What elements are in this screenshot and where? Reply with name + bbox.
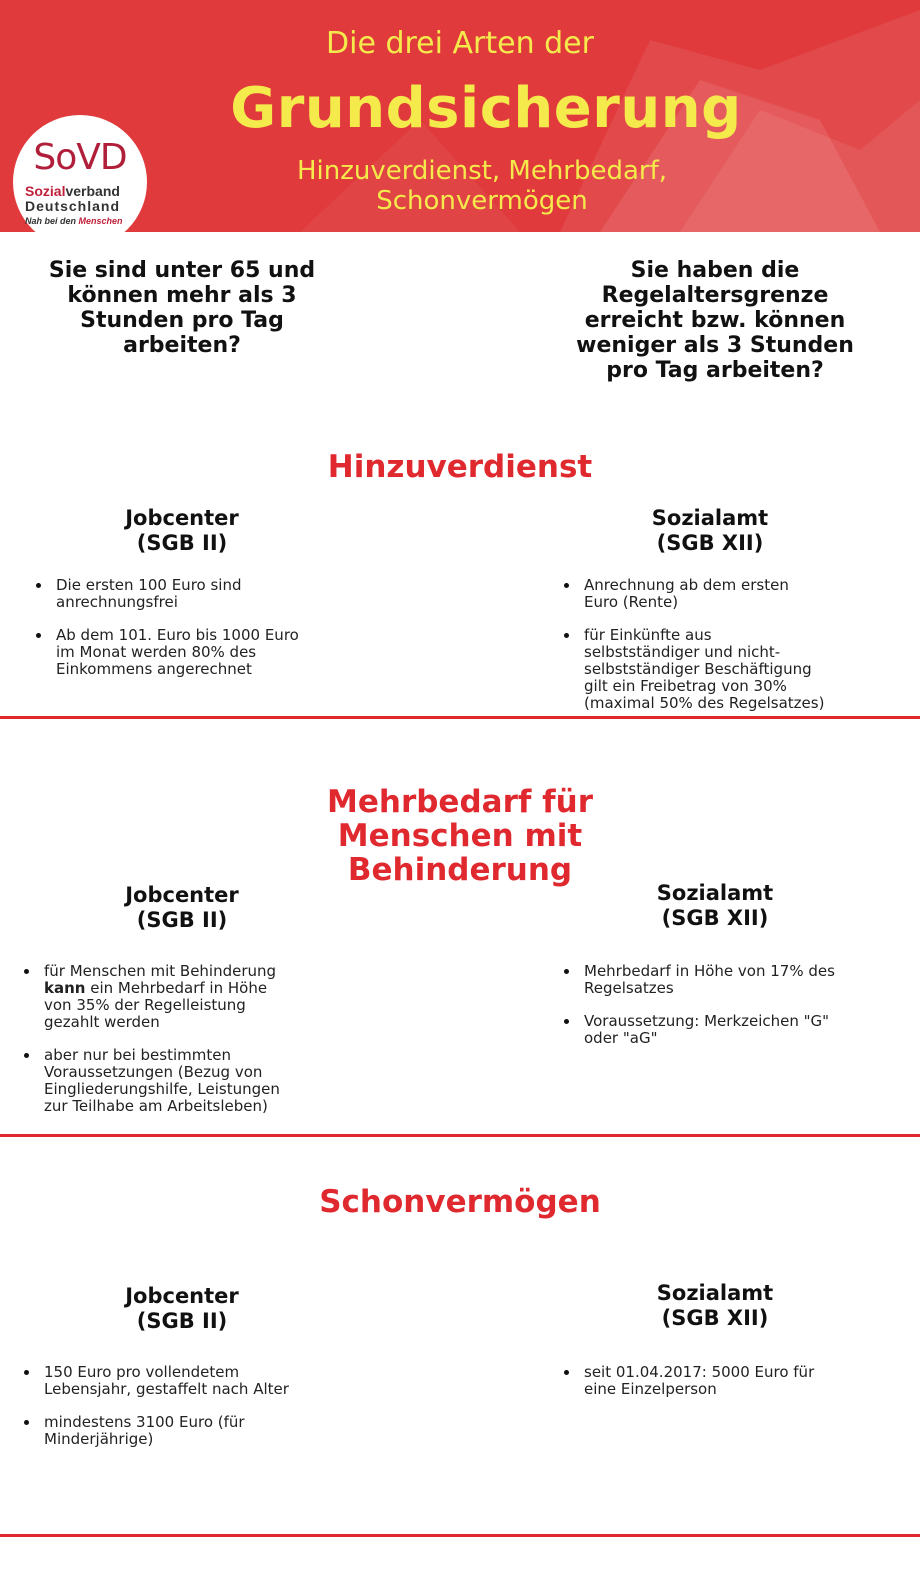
logo-red-text: Sozial: [25, 183, 66, 199]
question-line: Sie sind unter 65 und: [48, 258, 316, 283]
list-item-line: zur Teilhabe am Arbeitsleben): [44, 1097, 268, 1115]
list-item-line: Ab dem 101. Euro bis 1000 Euro: [56, 626, 299, 644]
section-title-hinzuverdienst: [0, 450, 920, 484]
question-line: Regelaltersgrenze: [601, 283, 829, 308]
column-head-sozialamt: [615, 881, 815, 931]
logo-tagline-red: Menschen: [78, 216, 123, 226]
section-title-line: Menschen mit: [337, 818, 583, 854]
section-title-line: Schonvermögen: [319, 1184, 601, 1220]
list-item-line: mindestens 3100 Euro (für: [44, 1413, 245, 1431]
list-item-line: Euro (Rente): [584, 593, 679, 611]
bullet-list-jobcenter: [34, 577, 354, 694]
column-head-line: Sozialamt: [656, 881, 774, 905]
list-item: [562, 1364, 902, 1398]
column-head-line: (SGB XII): [656, 531, 764, 555]
list-item: [562, 1013, 902, 1047]
section-divider: [0, 1134, 920, 1137]
question-line: Stunden pro Tag: [80, 308, 284, 333]
column-head-line: (SGB II): [136, 908, 228, 932]
list-item: [562, 963, 902, 997]
page-title: Grundsicherung: [230, 76, 742, 141]
list-item-line: im Monat werden 80% des: [56, 643, 257, 661]
section-title-line: Mehrbedarf für: [327, 784, 593, 820]
logo-line-deutschland: Deutschland: [25, 198, 121, 214]
logo-tagline-text: Nah bei den: [25, 216, 79, 226]
list-item-line: Anrechnung ab dem ersten: [584, 576, 789, 594]
question-line: können mehr als 3: [67, 283, 297, 308]
list-item-line: Voraussetzungen (Bezug von: [44, 1063, 263, 1081]
bullet-list-jobcenter: [22, 963, 352, 1131]
list-item-line: von 35% der Regelleistung: [44, 996, 246, 1014]
subtitle-line: Hinzuverdienst, Mehrbedarf,: [296, 156, 668, 186]
list-item: [22, 1364, 352, 1398]
question-left: [32, 258, 332, 358]
list-item-line: gezahlt werden: [44, 1013, 160, 1031]
question-line: weniger als 3 Stunden: [576, 333, 854, 358]
logo-text: verband: [65, 183, 120, 199]
list-item-line: Regelsatzes: [584, 979, 674, 997]
bullet-list-sozialamt: [562, 1364, 902, 1414]
list-item: [562, 577, 902, 611]
logo-wordmark: SoVD: [33, 137, 127, 178]
section-title-schonvermoegen: [0, 1185, 920, 1219]
column-head-line: (SGB II): [136, 531, 228, 555]
list-item-line: aber nur bei bestimmten: [44, 1046, 231, 1064]
list-item: [22, 1047, 352, 1115]
list-item: [22, 963, 352, 1031]
sovd-logo: [13, 115, 147, 249]
list-item-line: für Menschen mit Behinderung: [44, 962, 277, 980]
list-item-line: für Einkünfte aus: [584, 626, 712, 644]
list-item-line: Die ersten 100 Euro sind: [56, 576, 242, 594]
list-item-line: Minderjährige): [44, 1430, 154, 1448]
emphasis-kann: kann: [44, 979, 86, 997]
section-divider: [0, 716, 920, 719]
column-head-jobcenter: [82, 1284, 282, 1334]
column-head-line: Jobcenter: [125, 1284, 239, 1308]
list-item: [34, 627, 354, 678]
section-divider: [0, 1534, 920, 1537]
list-item: [562, 627, 902, 712]
question-line: Sie haben die: [630, 258, 800, 283]
list-item-line: Lebensjahr, gestaffelt nach Alter: [44, 1380, 289, 1398]
bullet-list-sozialamt: [562, 577, 902, 728]
list-item-line: selbstständiger Beschäftigung: [584, 660, 812, 678]
list-item-line: Einkommens angerechnet: [56, 660, 252, 678]
logo-line-sozialverband: [25, 183, 120, 199]
list-item-line: anrechnungsfrei: [56, 593, 178, 611]
list-item: [22, 1414, 352, 1448]
column-head-line: (SGB XII): [661, 906, 769, 930]
column-head-sozialamt: [615, 1281, 815, 1331]
question-line: pro Tag arbeiten?: [606, 358, 824, 383]
list-item-line: gilt ein Freibetrag von 30%: [584, 677, 787, 695]
list-item-line: seit 01.04.2017: 5000 Euro für: [584, 1363, 815, 1381]
header-line1: Die drei Arten der: [326, 26, 594, 61]
column-head-jobcenter: [82, 883, 282, 933]
column-head-line: Sozialamt: [656, 1281, 774, 1305]
column-head-line: Sozialamt: [651, 506, 769, 530]
list-item-line: 150 Euro pro vollendetem: [44, 1363, 240, 1381]
section-title-line: Hinzuverdienst: [327, 449, 593, 485]
list-item-line: Eingliederungshilfe, Leistungen: [44, 1080, 280, 1098]
column-head-line: Jobcenter: [125, 883, 239, 907]
column-head-line: (SGB XII): [661, 1306, 769, 1330]
column-head-jobcenter: [82, 506, 282, 556]
bullet-list-sozialamt: [562, 963, 902, 1063]
header-subtitle: [262, 156, 702, 216]
list-item-line: selbstständiger und nicht-: [584, 643, 781, 661]
question-line: arbeiten?: [123, 333, 241, 358]
logo-tagline: [25, 216, 123, 226]
list-item-line: kann ein Mehrbedarf in Höhe: [44, 979, 268, 997]
list-item-line: (maximal 50% des Regelsatzes): [584, 694, 825, 712]
bullet-list-jobcenter: [22, 1364, 352, 1464]
section-title-line: Behinderung: [347, 852, 573, 888]
column-head-sozialamt: [610, 506, 810, 556]
column-head-line: Jobcenter: [125, 506, 239, 530]
list-item-line: Mehrbedarf in Höhe von 17% des: [584, 962, 835, 980]
column-head-line: (SGB II): [136, 1309, 228, 1333]
list-item-line: eine Einzelperson: [584, 1380, 717, 1398]
question-right: [555, 258, 875, 383]
list-item-line: oder "aG": [584, 1029, 658, 1047]
list-item: [34, 577, 354, 611]
section-title-mehrbedarf: [0, 785, 920, 887]
question-line: erreicht bzw. können: [584, 308, 846, 333]
subtitle-line: Schonvermögen: [376, 186, 588, 216]
list-item-line: Voraussetzung: Merkzeichen "G": [584, 1012, 830, 1030]
